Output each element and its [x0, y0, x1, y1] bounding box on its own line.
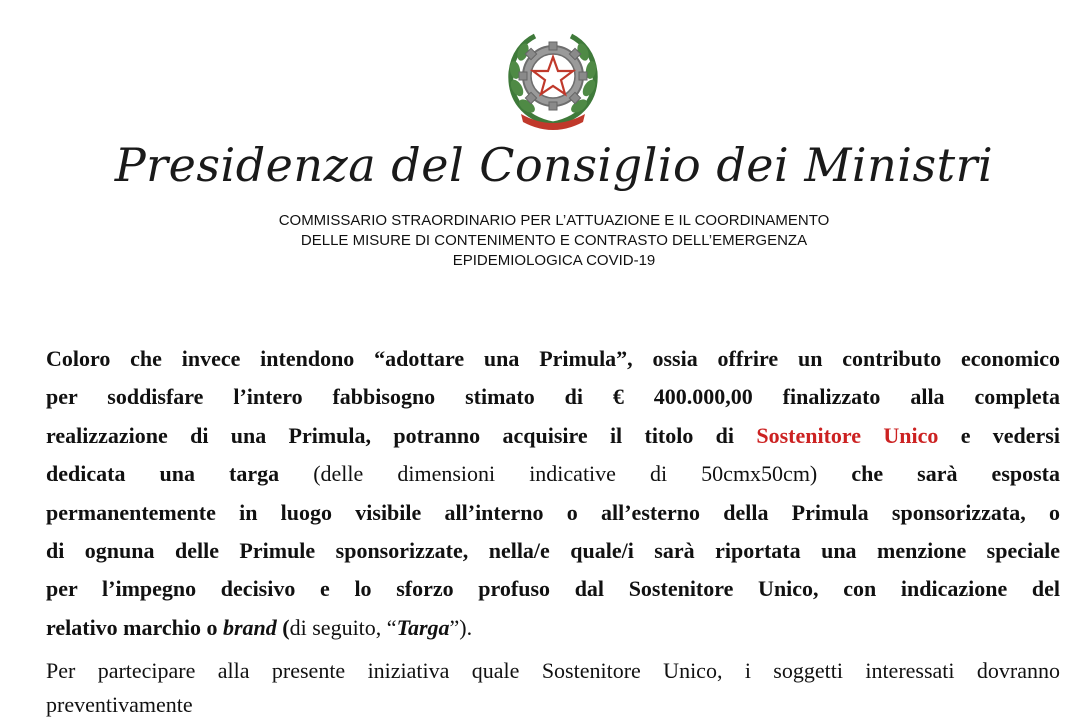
paragraph-line: permanentemente in luogo visibile all’interno o all’esterno della Primula sponsorizzata, o [46, 499, 1060, 525]
text-segment: e vedersi [938, 422, 1060, 448]
paragraph-line: Coloro che invece intendono “adottare una Primula”, ossia offrire un contributo economico [46, 346, 1060, 371]
targa-term: Targa [396, 614, 450, 640]
paragraph-line: preventivamente [46, 692, 193, 717]
text-segment: ”). [449, 614, 473, 640]
paragraph-line [46, 609, 1060, 647]
paragraph-line: Per partecipare alla presente iniziativa quale Sostenitore Unico, i soggetti interessati dovranno [46, 658, 1060, 683]
text-segment: realizzazione di una Primula, potranno acquisire il titolo di [46, 422, 757, 448]
text-segment: dedicata una targa [46, 461, 314, 487]
text-segment: ( [276, 614, 290, 640]
paragraph-line [46, 417, 1060, 455]
emblem-icon [503, 28, 603, 132]
sostenitore-unico-highlight: Sostenitore Unico [756, 422, 939, 448]
repubblica-italiana-emblem [503, 28, 603, 132]
commissario-line-2: DELLE MISURE DI CONTENIMENTO E CONTRASTO DELL’EMERGENZA [300, 232, 808, 249]
text-segment: relativo marchio o [46, 614, 223, 640]
paragraph-line: di ognuna delle Primule sponsorizzate, nella/e quale/i sarà riportata una menzione speciale [46, 538, 1060, 564]
commissario-line-3: EPIDEMIOLOGICA COVID-19 [452, 252, 656, 269]
paragraph-line [46, 455, 1060, 493]
paragraph-partecipazione [46, 654, 1060, 722]
dimensions-note: (delle dimensioni indicative di 50cmx50cm) [313, 461, 818, 487]
text-segment: di seguito, “ [289, 614, 397, 640]
paragraph-line: per soddisfare l’intero fabbisogno stimato di € 400.000,00 finalizzato alla completa [46, 384, 1060, 410]
brand-term: brand [223, 614, 277, 640]
presidenza-title: Presidenza del Consiglio dei Ministri [114, 138, 994, 192]
commissario-line-1: COMMISSARIO STRAORDINARIO PER L’ATTUAZIONE E IL COORDINAMENTO [278, 212, 830, 229]
text-segment: che sarà esposta [817, 461, 1061, 487]
paragraph-sostenitore-unico [46, 340, 1060, 647]
paragraph-line: per l’impegno decisivo e lo sforzo profuso dal Sostenitore Unico, con indicazione del [46, 576, 1060, 602]
commissario-header [0, 211, 1080, 271]
